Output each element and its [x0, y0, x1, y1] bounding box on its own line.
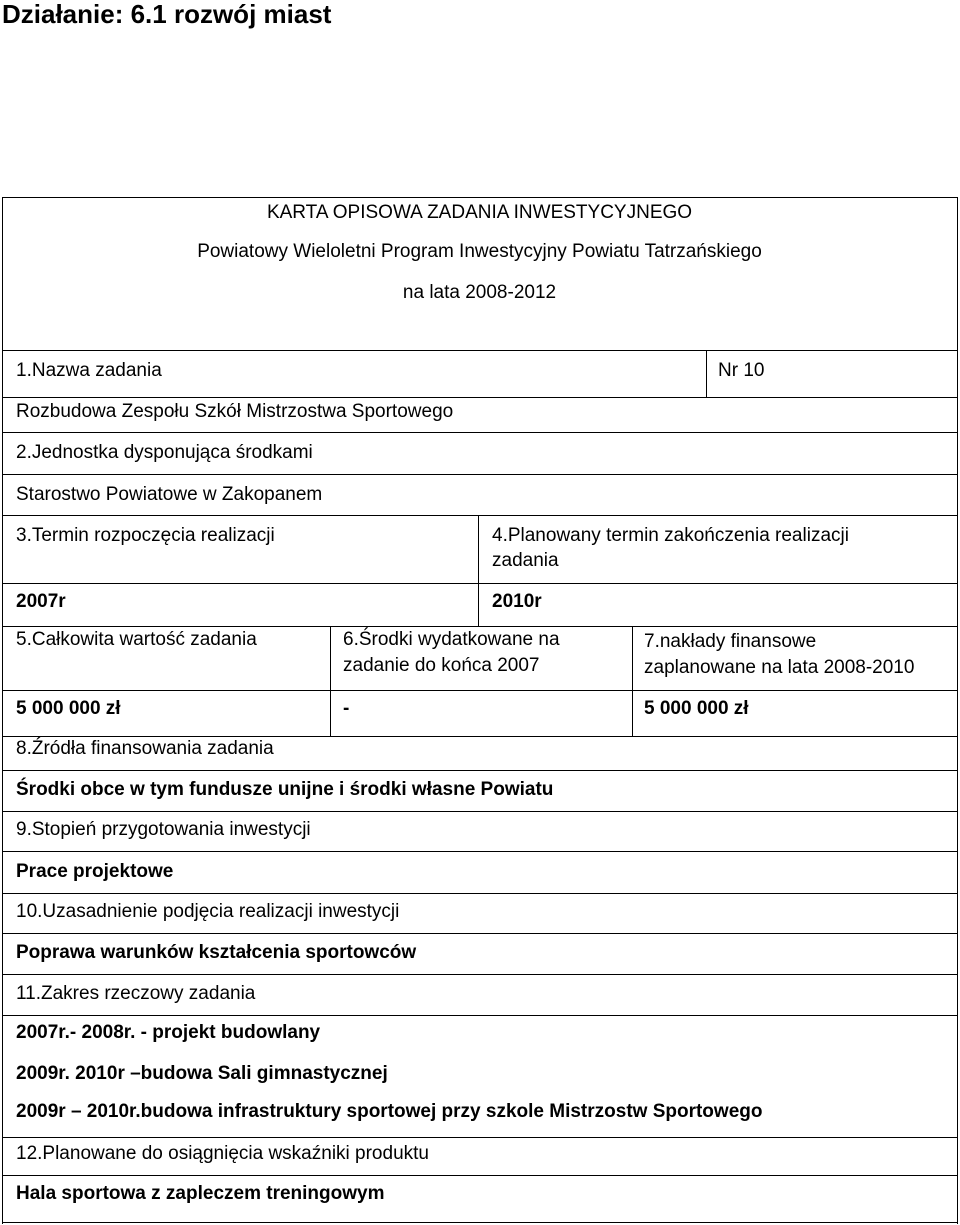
divider — [2, 811, 957, 812]
divider — [2, 515, 957, 516]
scope-label: 11.Zakres rzeczowy zadania — [16, 983, 256, 1004]
divider — [2, 583, 957, 584]
divider — [2, 474, 957, 475]
spent-value: - — [343, 698, 350, 719]
card-title: KARTA OPISOWA ZADANIA INWESTYCYJNEGO — [266, 202, 693, 223]
planned-label-line1: 7.nakłady finansowe — [644, 631, 817, 652]
divider — [2, 893, 957, 894]
divider — [478, 515, 479, 626]
end-label-line1: 4.Planowany termin zakończenia realizacji — [492, 525, 849, 546]
form-border-top — [2, 197, 957, 198]
card-program: Powiatowy Wieloletni Program Inwestycyjny Powiatu Tatrzańskiego — [197, 241, 762, 262]
task-number: Nr 10 — [718, 360, 765, 381]
divider — [2, 770, 957, 771]
readiness-value: Prace projektowe — [16, 861, 174, 882]
planned-label-line2: zaplanowane na lata 2008-2010 — [644, 657, 915, 678]
form-border-bottom — [2, 1222, 957, 1223]
divider — [2, 974, 957, 975]
readiness-label: 9.Stopień przygotowania inwestycji — [16, 819, 311, 840]
scope-item: 2009r – 2010r.budowa infrastruktury sportowej przy szkole Mistrzostw Sportowego — [16, 1101, 763, 1122]
sources-label: 8.Źródła finansowania zadania — [16, 738, 274, 759]
divider — [2, 1175, 957, 1176]
spent-label-line1: 6.Środki wydatkowane na — [343, 629, 560, 650]
justification-label: 10.Uzasadnienie podjęcia realizacji inwestycji — [16, 901, 400, 922]
task-name-value: Rozbudowa Zespołu Szkół Mistrzostwa Sportowego — [16, 401, 454, 422]
divider — [706, 350, 707, 397]
planned-value: 5 000 000 zł — [644, 698, 749, 719]
start-value: 2007r — [16, 591, 66, 612]
task-name-label: 1.Nazwa zadania — [16, 360, 162, 381]
total-value: 5 000 000 zł — [16, 698, 121, 719]
divider — [2, 1137, 957, 1138]
end-label-line2: zadania — [492, 550, 559, 571]
unit-label: 2.Jednostka dysponująca środkami — [16, 442, 313, 463]
scope-item: 2009r. 2010r –budowa Sali gimnastycznej — [16, 1063, 388, 1084]
divider — [632, 626, 633, 736]
start-label: 3.Termin rozpoczęcia realizacji — [16, 525, 275, 546]
unit-value: Starostwo Powiatowe w Zakopanem — [16, 484, 323, 505]
divider — [2, 1015, 957, 1016]
divider — [2, 397, 957, 398]
divider — [330, 626, 331, 736]
form-border-right — [957, 197, 958, 1224]
divider — [2, 626, 957, 627]
page-heading: Działanie: 6.1 rozwój miast — [2, 0, 332, 29]
indicators-value: Hala sportowa z zapleczem treningowym — [16, 1183, 385, 1204]
end-value: 2010r — [492, 591, 542, 612]
card-period: na lata 2008-2012 — [402, 282, 557, 303]
divider — [2, 432, 957, 433]
total-value-label: 5.Całkowita wartość zadania — [16, 629, 257, 650]
sources-value: Środki obce w tym fundusze unijne i środki własne Powiatu — [16, 779, 554, 800]
divider — [2, 690, 957, 691]
divider — [2, 933, 957, 934]
justification-value: Poprawa warunków kształcenia sportowców — [16, 942, 417, 963]
form-border-left — [2, 197, 3, 1224]
scope-item: 2007r.- 2008r. - projekt budowlany — [16, 1022, 321, 1043]
spent-label-line2: zadanie do końca 2007 — [343, 655, 540, 676]
divider — [2, 851, 957, 852]
divider — [2, 350, 957, 351]
divider — [2, 736, 957, 737]
indicators-label: 12.Planowane do osiągnięcia wskaźniki produktu — [16, 1143, 429, 1164]
